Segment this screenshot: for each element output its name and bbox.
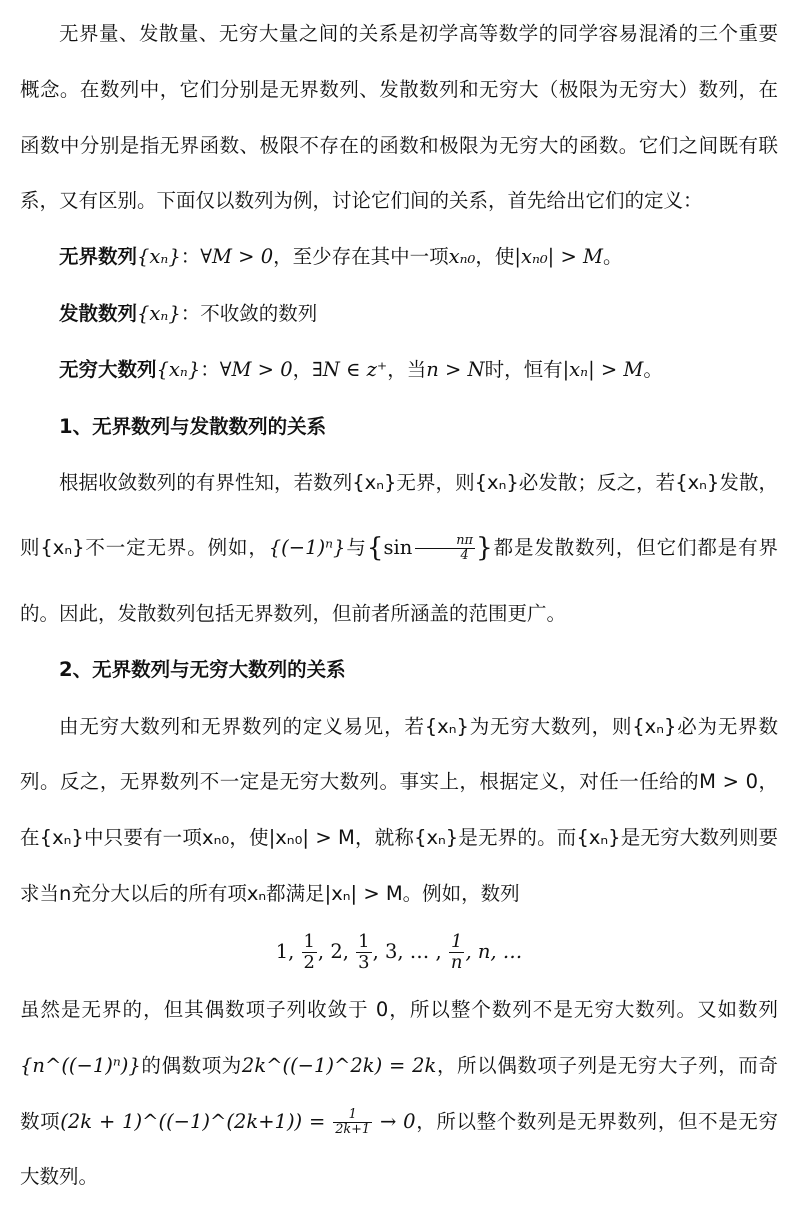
section2-heading: 2、无界数列与无穷大数列的关系	[59, 658, 346, 682]
odd-term-fraction: $\frac{1}{2k+1}$	[335, 1106, 371, 1137]
section2-paragraph-1: 由无穷大数列和无界数列的定义易见，若{xₙ}为无穷大数列，则{xₙ}必为无界数列。反之，无界数列不一定是无穷大数列。事实上，根据定义，对任一任给的M > 0，在{xₙ}中只要有一项xₙ₀，使|xₙ₀| > M，就称{xₙ}是无界的。而{xₙ}是无穷大数列则要求当n充分大以后的所有项xₙ都满足|xₙ| > M。例如，数列	[20, 714, 778, 905]
seq-symbol: {xₙ}	[137, 245, 181, 269]
example-sine-sequence: {sin $\frac{n\pi}{4}$ }	[366, 532, 493, 564]
section1-paragraph: 根据收敛数列的有界性知，若数列{xₙ}无界，则{xₙ}必发散；反之，若{xₙ}发散，则{xₙ}不一定无界。例如，{(−1)ⁿ}与{sin $\frac{n\pi}{4}$ }都是发散数列，但它们都是有界的。因此，发散数列包括无界数列，但前者所涵盖的范围更广。	[20, 471, 778, 626]
intro-paragraph: 无界量、发散量、无穷大量之间的关系是初学高等数学的同学容易混淆的三个重要概念。在数列中，它们分别是无界数列、发散数列和无穷大（极限为无穷大）数列，在函数中分别是指无界函数、极限不存在的函数和极限为无穷大的函数。它们之间既有联系，又有区别。下面仅以数列为例，讨论它们间的关系，首先给出它们的定义：	[20, 22, 778, 213]
seq-symbol: {xₙ}	[156, 358, 201, 382]
term-infinite: 无穷大数列	[59, 358, 157, 382]
odd-term-formula: (2k + 1)^((−1)^(2k+1)) = $\frac{1}{2k+1}$ → 0	[60, 1106, 416, 1137]
definition-divergent: 发散数列{xₙ}：不收敛的数列	[59, 301, 318, 325]
example-sequence-formula: 1, $\frac{1}{2}$ , 2, $\frac{1}{3}$ , 3, … , $\frac{1}{n}$ , n, …	[275, 930, 523, 973]
even-term-formula: 2k^((−1)^2k) = 2k	[241, 1053, 437, 1077]
section2-paragraph-2: 虽然是无界的，但其偶数项子列收敛于 0，所以整个数列不是无穷大数列。又如数列{n^((−1)ⁿ)}的偶数项为2k^((−1)^2k) = 2k，所以偶数项子列是无穷大子列，而奇数项(2k + 1)^((−1)^(2k+1)) = $\frac{1}{2k+1}$ → 0，所以整个数列是无界数列，但不是无穷大数列。	[20, 998, 778, 1189]
example-alternating-sequence: {(−1)ⁿ}	[268, 536, 346, 560]
definitions	[20, 229, 778, 399]
sine-fraction: $\frac{n\pi}{4}$	[415, 534, 475, 563]
definition-unbounded: 无界数列{xₙ}：∀M > 0，至少存在其中一项xₙ₀，使|xₙ₀| > M。	[59, 245, 623, 269]
seq-symbol: {xₙ}	[137, 301, 181, 325]
definition-infinite: 无穷大数列{xₙ}：∀M > 0，∃N ∈ z⁺，当n > N时，恒有|xₙ| > M。	[59, 358, 663, 382]
fraction-one-third: $\frac{1}{3}$	[358, 930, 370, 973]
fraction-one-over-n: $\frac{1}{n}$	[450, 930, 463, 973]
term-divergent: 发散数列	[59, 301, 138, 325]
fraction-one-half: $\frac{1}{2}$	[303, 930, 315, 973]
term-unbounded: 无界数列	[59, 245, 138, 269]
example-power-sequence: {n^((−1)ⁿ)}	[20, 1053, 141, 1077]
section1-heading: 1、无界数列与发散数列的关系	[59, 414, 327, 438]
